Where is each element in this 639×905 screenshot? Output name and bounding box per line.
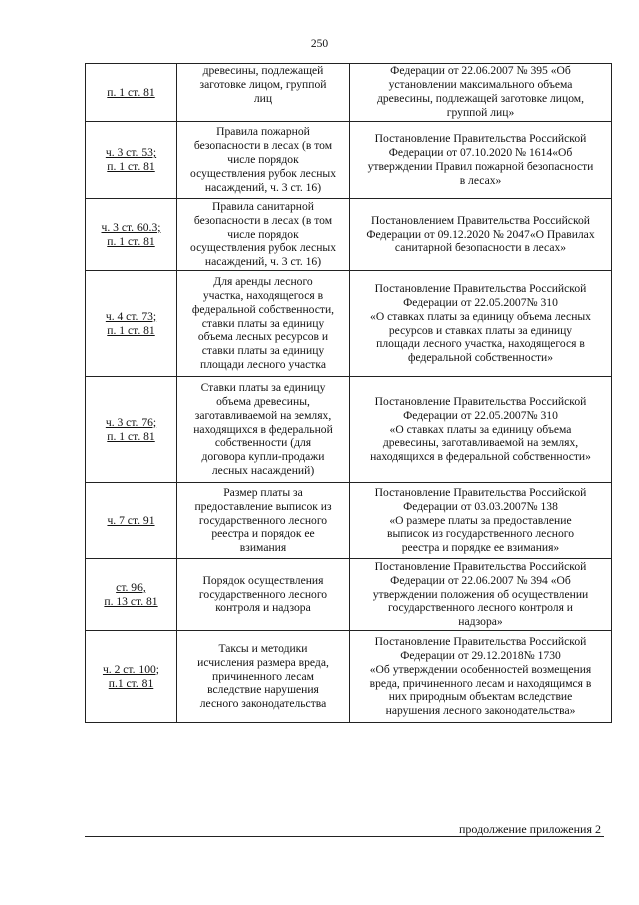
article-reference-link[interactable]: ч. 3 ст. 53;	[105, 146, 157, 160]
subject-cell: Порядок осуществления государственного лесного контроля и надзора	[177, 559, 350, 631]
legal-act-cell: Постановление Правительства Российской Федерации от 22.06.2007 № 394 «Об утверждении положения об осуществлении государственного лесного контроля и надзора»	[350, 559, 612, 631]
legal-act-cell: Постановлением Правительства Российской Федерации от 09.12.2020 № 2047«О Правилах санитарной безопасности в лесах»	[350, 199, 612, 271]
article-reference-link[interactable]: п. 1 ст. 81	[107, 323, 155, 337]
subject-cell: Таксы и методики исчисления размера вреда, причиненного лесам вследствие нарушения лесного законодательства	[177, 631, 350, 723]
article-reference-cell	[86, 122, 177, 199]
article-reference-link[interactable]: ч. 2 ст. 100;	[102, 662, 160, 676]
legal-act-cell: Постановление Правительства Российской Федерации от 22.05.2007№ 310 «О ставках платы за единицу объема лесных ресурсов и ставках платы за единицу площади лесного участка, находящегося в федеральной собственности»	[350, 271, 612, 377]
appendix-continuation-label: продолжение приложения 2	[459, 822, 601, 836]
article-reference-link[interactable]: ч. 7 ст. 91	[107, 513, 155, 527]
article-reference-link[interactable]: п. 1 ст. 81	[107, 160, 155, 173]
legal-act-cell: Федерации от 22.06.2007 № 395 «Об установлении максимального объема древесины, подлежащей заготовке лицом, группой лиц»	[350, 64, 612, 122]
article-reference-cell	[86, 631, 177, 723]
article-reference-link[interactable]: п.1 ст. 81	[108, 676, 154, 690]
article-reference-link[interactable]: п. 1 ст. 81	[107, 85, 155, 99]
subject-cell: Ставки платы за единицу объема древесины, заготавливаемой на землях, находящихся в федеральной собственности (для договора купли-продажи лесных насаждений)	[177, 377, 350, 483]
subject-cell: Правила санитарной безопасности в лесах (в том числе порядок осуществления рубок лесных насаждений, ч. 3 ст. 16)	[177, 199, 350, 271]
article-reference-cell	[86, 271, 177, 377]
article-reference-cell	[86, 199, 177, 271]
table-row	[86, 122, 612, 199]
article-reference-link[interactable]: п. 1 ст. 81	[107, 234, 155, 248]
subject-cell: Размер платы за предоставление выписок из государственного лесного реестра и порядок ее взимания	[177, 483, 350, 559]
article-reference-link[interactable]: ст. 96,	[116, 580, 146, 594]
table-row	[86, 64, 612, 122]
article-reference-cell	[86, 64, 177, 122]
table-row	[86, 271, 612, 377]
article-reference-cell	[86, 483, 177, 559]
article-reference-link[interactable]: ч. 3 ст. 76;	[105, 415, 157, 429]
legal-act-cell: Постановление Правительства Российской Федерации от 22.05.2007№ 310 «О ставках платы за единицу объема древесины, заготавливаемой на землях, находящихся в федеральной собственности»	[350, 377, 612, 483]
article-reference-cell	[86, 559, 177, 631]
subject-cell: Правила пожарной безопасности в лесах (в том числе порядок осуществления рубок лесных насаждений, ч. 3 ст. 16)	[177, 122, 350, 199]
legal-act-cell: Постановление Правительства Российской Федерации от 03.03.2007№ 138 «О размере платы за предоставление выписок из государственного лесного реестра и порядке ее взимания»	[350, 483, 612, 559]
table-row	[86, 377, 612, 483]
footer-divider	[85, 836, 604, 837]
article-reference-link[interactable]: п. 1 ст. 81	[107, 429, 155, 443]
table-row	[86, 631, 612, 723]
subject-cell: Для аренды лесного участка, находящегося в федеральной собственности, ставки платы за единицу объема лесных ресурсов и ставки платы за единицу площади лесного участка	[177, 271, 350, 377]
table-row	[86, 559, 612, 631]
page-number: 250	[310, 38, 329, 50]
article-reference-link[interactable]: ч. 4 ст. 73;	[105, 309, 157, 323]
article-reference-link[interactable]: п. 13 ст. 81	[104, 594, 158, 608]
table-row	[86, 483, 612, 559]
article-reference-link[interactable]: ч. 3 ст. 60.3;	[101, 220, 161, 234]
subject-cell: древесины, подлежащей заготовке лицом, группой лиц	[177, 64, 350, 122]
legal-act-cell: Постановление Правительства Российской Федерации от 07.10.2020 № 1614«Об утверждении Правил пожарной безопасности в лесах»	[350, 122, 612, 199]
table-row	[86, 199, 612, 271]
legal-act-cell: Постановление Правительства Российской Федерации от 29.12.2018№ 1730 «Об утверждении особенностей возмещения вреда, причиненного лесам и находящимся в них природным объектам вследствие нарушения лесного законодательства»	[350, 631, 612, 723]
regulations-table	[85, 63, 612, 723]
article-reference-cell	[86, 377, 177, 483]
